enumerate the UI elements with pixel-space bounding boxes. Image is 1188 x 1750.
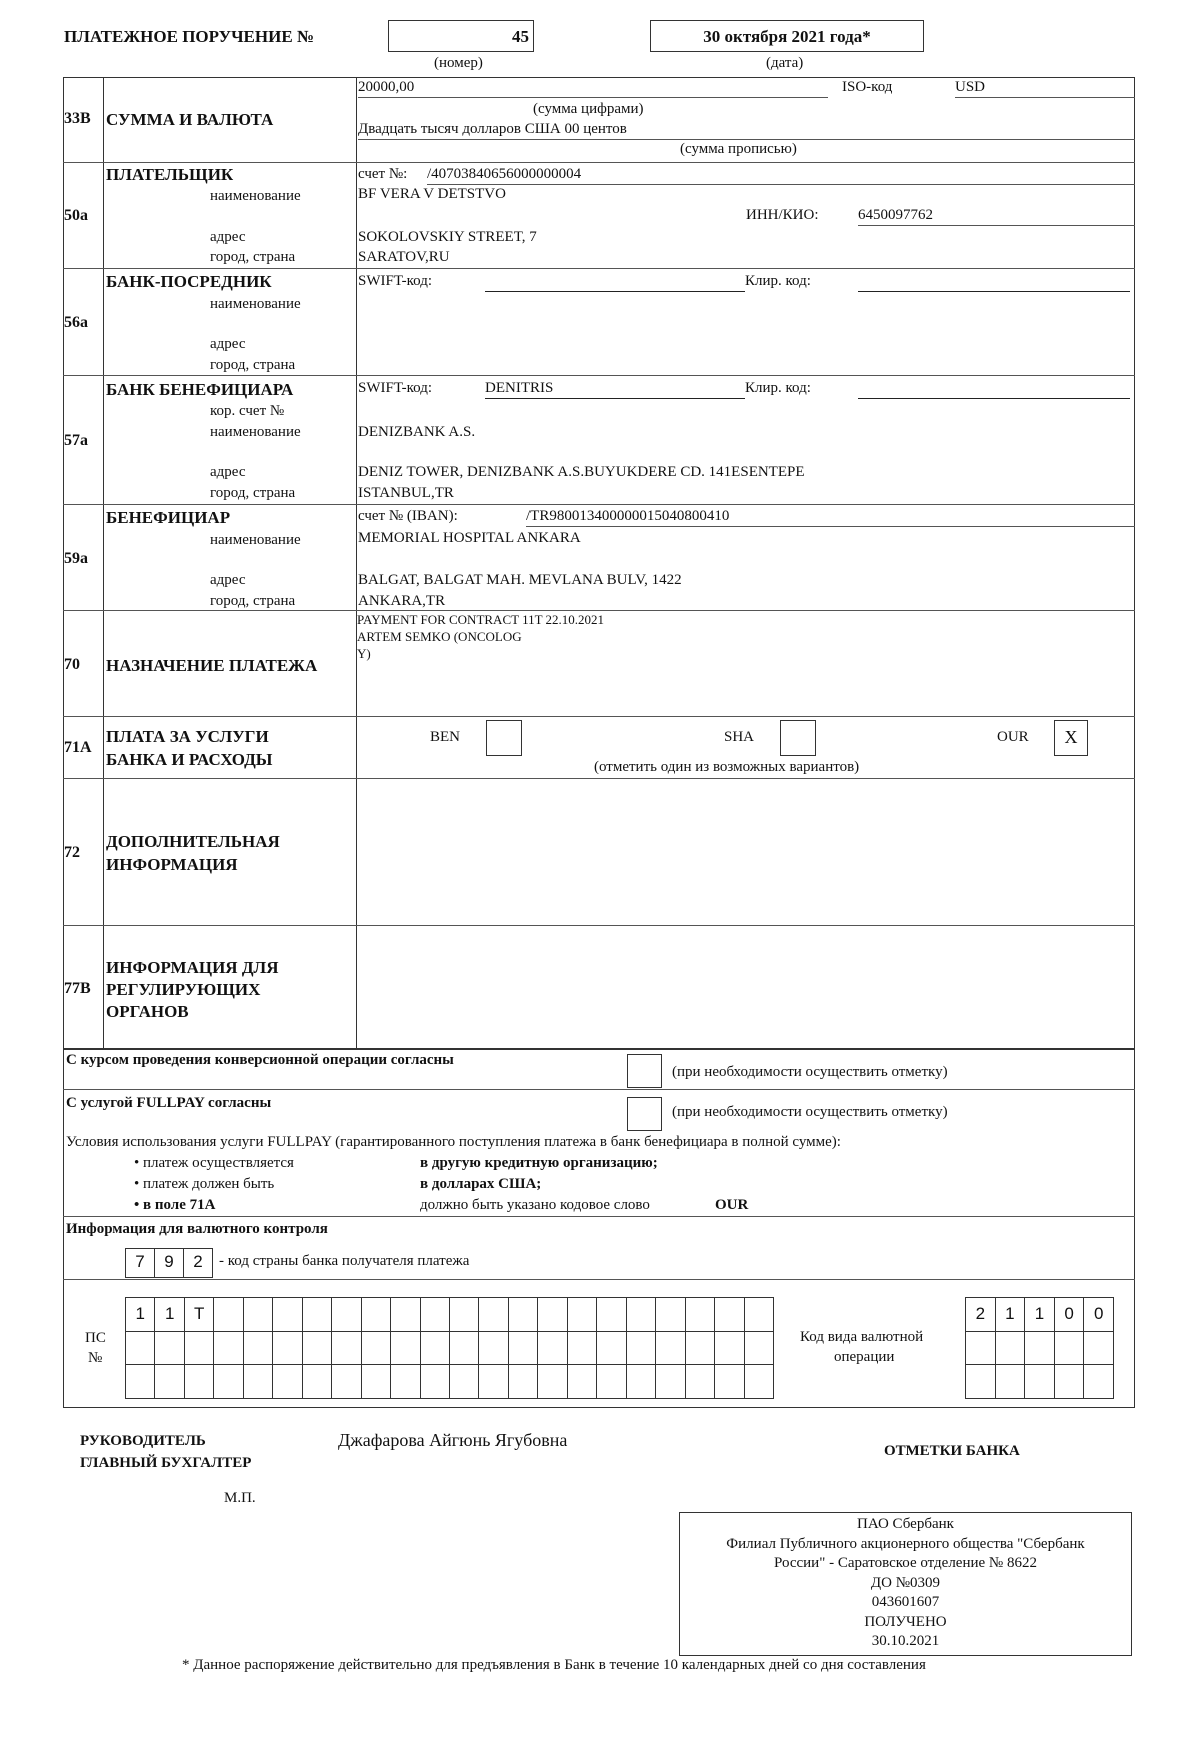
ps-grid-cell[interactable] (509, 1365, 538, 1399)
ps-grid-cell[interactable] (244, 1365, 273, 1399)
country-code-label: - код страны банка получателя платежа (219, 1253, 470, 1269)
ps-label: ПС (85, 1330, 106, 1346)
fullpay-bullet-label: • платеж осуществляется (134, 1155, 294, 1171)
ps-grid-cell[interactable] (391, 1365, 420, 1399)
amount-digits[interactable]: 20000,00 (358, 79, 415, 95)
operation-code-cell[interactable] (1025, 1332, 1055, 1366)
ps-grid-cell[interactable] (479, 1298, 508, 1332)
beneficiary-city[interactable]: ANKARA,TR (358, 593, 446, 609)
ps-grid-cell[interactable] (126, 1365, 155, 1399)
operation-code-label: операции (834, 1349, 895, 1365)
bene-bank-address[interactable]: DENIZ TOWER, DENIZBANK A.S.BUYUKDERE CD. 141ESENTEPE (358, 464, 805, 480)
order-date-field[interactable] (650, 20, 924, 52)
conversion-consent-label: С курсом проведения конверсионной операции согласны (66, 1052, 454, 1068)
ps-grid-cell[interactable] (568, 1332, 597, 1366)
purpose-line: ARTEM SEMKO (ONCOLOG (357, 629, 522, 644)
ps-grid-cell[interactable] (479, 1365, 508, 1399)
country-code-digit[interactable]: 7 (125, 1248, 155, 1278)
payer-address[interactable]: SOKOLOVSKIY STREET, 7 (358, 229, 537, 245)
ps-grid-cell[interactable] (538, 1365, 567, 1399)
operation-code-cell[interactable] (1025, 1365, 1055, 1399)
ps-grid-cell[interactable] (214, 1298, 243, 1332)
ps-grid-cell[interactable] (715, 1332, 744, 1366)
ps-grid-cell[interactable] (627, 1298, 656, 1332)
section-71a-title: ПЛАТА ЗА УСЛУГИ (106, 727, 269, 746)
amount-words[interactable]: Двадцать тысяч долларов США 00 центов (358, 121, 627, 137)
ps-grid-cell[interactable] (155, 1365, 184, 1399)
fullpay-bullet-value: в долларах США; (420, 1176, 542, 1192)
section-56a-code: 56a (64, 314, 88, 331)
section-77b-code: 77B (64, 980, 91, 997)
bene-bank-name-label: наименование (210, 424, 301, 440)
ps-grid-cell[interactable] (214, 1365, 243, 1399)
stamp-line: ПОЛУЧЕНО (864, 1613, 947, 1630)
intermediary-clear-label: Клир. код: (745, 273, 811, 289)
ps-grid-cell[interactable] (597, 1365, 626, 1399)
bene-bank-swift[interactable]: DENITRIS (485, 380, 554, 396)
ps-grid-cell[interactable] (303, 1365, 332, 1399)
title-column-divider (356, 77, 357, 1049)
signer-name: Джафарова Айгюнь Ягубовна (338, 1430, 568, 1450)
date-caption: (дата) (766, 55, 804, 71)
bene-bank-clear-label: Клир. код: (745, 380, 811, 396)
section-59a-title: БЕНЕФИЦИАР (106, 508, 231, 527)
regulatory-info-field[interactable] (360, 929, 1130, 1045)
ps-grid-cell[interactable] (214, 1332, 243, 1366)
payer-name-label: наименование (210, 188, 301, 204)
iso-code-value[interactable]: USD (955, 79, 986, 95)
ps-label: № (88, 1350, 103, 1366)
section-77b-title: ОРГАНОВ (106, 1002, 189, 1021)
ps-grid-cell[interactable] (126, 1332, 155, 1366)
intermediary-clear-field[interactable] (858, 291, 1130, 292)
ps-grid-cell[interactable] (479, 1332, 508, 1366)
additional-info-field[interactable] (360, 782, 1130, 922)
section-33b-title: СУММА И ВАЛЮТА (106, 110, 274, 129)
payer-city-label: город, страна (210, 249, 296, 265)
operation-code-cell[interactable] (1055, 1332, 1085, 1366)
head-label: РУКОВОДИТЕЛЬ (80, 1433, 206, 1449)
ps-grid-cell[interactable] (450, 1298, 479, 1332)
beneficiary-city-label: город, страна (210, 593, 296, 609)
bene-bank-corr-label: кор. счет № (210, 403, 285, 419)
intermediary-city-label: город, страна (210, 357, 296, 373)
operation-code-cell[interactable]: 1 (996, 1298, 1026, 1332)
fullpay-consent-label: С услугой FULLPAY согласны (66, 1095, 272, 1111)
ps-grid-cell[interactable] (597, 1332, 626, 1366)
ps-grid-cell[interactable] (745, 1365, 774, 1399)
ps-grid-cell[interactable] (538, 1298, 567, 1332)
stamp-place-label: М.П. (224, 1490, 256, 1506)
section-56a-title: БАНК-ПОСРЕДНИК (106, 272, 272, 291)
charges-caption: (отметить один из возможных вариантов) (594, 759, 860, 775)
beneficiary-name[interactable]: MEMORIAL HOSPITAL ANKARA (358, 530, 581, 546)
ps-grid-cell[interactable] (244, 1298, 273, 1332)
section-50a-title: ПЛАТЕЛЬЩИК (106, 165, 234, 184)
section-72-title: ДОПОЛНИТЕЛЬНАЯ (106, 832, 280, 851)
iso-code-label: ISO-код (842, 79, 893, 95)
fullpay-conditions: Условия использования услуги FULLPAY (гарантированного поступления платежа в банк бенефициара в полной сумме): (66, 1134, 841, 1150)
fullpay-bullet-label: • в поле 71А (134, 1197, 216, 1213)
operation-code-cell[interactable]: 1 (1025, 1298, 1055, 1332)
payer-city[interactable]: SARATOV,RU (358, 249, 450, 265)
operation-code-cell[interactable]: 0 (1084, 1298, 1114, 1332)
section-77b-title: ИНФОРМАЦИЯ ДЛЯ (106, 958, 279, 977)
ps-grid-cell[interactable] (303, 1298, 332, 1332)
ps-grid-cell[interactable] (273, 1365, 302, 1399)
ps-grid-cell[interactable] (656, 1365, 685, 1399)
ps-grid-cell[interactable] (568, 1298, 597, 1332)
section-57a-title: БАНК БЕНЕФИЦИАРА (106, 380, 294, 399)
ps-grid-cell[interactable] (303, 1332, 332, 1366)
ps-grid-cell[interactable] (273, 1298, 302, 1332)
operation-code-cell[interactable]: 2 (966, 1298, 996, 1332)
ps-grid-cell[interactable] (421, 1365, 450, 1399)
ps-grid-cell[interactable] (185, 1332, 214, 1366)
beneficiary-address[interactable]: BALGAT, BALGAT MAH. MEVLANA BULV, 1422 (358, 572, 682, 588)
ps-grid-cell[interactable] (332, 1365, 361, 1399)
section-72-code: 72 (64, 844, 80, 861)
charges-our-label: OUR (997, 729, 1029, 745)
section-33b-code: 33B (64, 110, 91, 127)
bank-stamp (679, 1512, 1132, 1656)
footnote: * Данное распоряжение действительно для предъявления в Банк в течение 10 календарных дней со дня составления (182, 1657, 926, 1673)
stamp-line: России" - Саратовское отделение № 8622 (773, 1555, 1037, 1571)
document-title: ПЛАТЕЖНОЕ ПОРУЧЕНИЕ № (64, 27, 315, 46)
operation-code-label: Код вида валютной (800, 1329, 924, 1345)
operation-code-cell[interactable] (996, 1365, 1026, 1399)
bene-bank-name[interactable]: DENIZBANK A.S. (358, 424, 476, 440)
section-71a-title: БАНКА И РАСХОДЫ (106, 750, 273, 769)
bank-marks-label: ОТМЕТКИ БАНКА (884, 1443, 1020, 1459)
ps-grid-cell[interactable] (686, 1298, 715, 1332)
bene-bank-address-label: адрес (210, 464, 246, 480)
order-number: 45 (512, 27, 529, 46)
ps-grid-cell[interactable] (509, 1332, 538, 1366)
operation-code-cell[interactable] (1084, 1365, 1114, 1399)
operation-code-cell[interactable] (996, 1332, 1026, 1366)
fullpay-consent-note: (при необходимости осуществить отметку) (672, 1104, 948, 1120)
ps-grid-cell[interactable] (745, 1298, 774, 1332)
ps-grid-cell[interactable] (155, 1332, 184, 1366)
fullpay-code-word: OUR (715, 1197, 749, 1213)
charges-sha-checkbox[interactable] (780, 720, 816, 756)
operation-code-cell[interactable] (1055, 1365, 1085, 1399)
ps-grid-cell[interactable] (362, 1332, 391, 1366)
ps-grid-cell[interactable] (421, 1332, 450, 1366)
ps-grid-cell[interactable] (656, 1332, 685, 1366)
ps-grid-cell[interactable] (597, 1298, 626, 1332)
charges-sha-label: SHA (724, 729, 755, 745)
fullpay-bullet-label: • платеж должен быть (134, 1176, 275, 1192)
ps-grid-cell[interactable] (656, 1298, 685, 1332)
section-71a-code: 71A (64, 739, 92, 756)
purpose-line: Y) (357, 646, 371, 661)
bene-bank-clear-field[interactable] (858, 398, 1130, 399)
country-code-digit[interactable]: 2 (183, 1248, 213, 1278)
operation-code-cell[interactable] (966, 1332, 996, 1366)
ps-grid-cell[interactable] (538, 1332, 567, 1366)
ps-grid-cell[interactable] (568, 1365, 597, 1399)
section-70-title: НАЗНАЧЕНИЕ ПЛАТЕЖА (106, 656, 318, 675)
payer-account-label: счет №: (358, 166, 408, 182)
operation-code-grid[interactable] (965, 1297, 1114, 1399)
ps-grid-cell[interactable] (509, 1298, 538, 1332)
order-date: 30 октября 2021 года* (703, 27, 871, 46)
ps-grid-cell[interactable] (627, 1332, 656, 1366)
number-caption: (номер) (434, 55, 483, 71)
code-column-divider (103, 77, 104, 1049)
charges-ben-checkbox[interactable] (486, 720, 522, 756)
intermediary-address-label: адрес (210, 336, 246, 352)
beneficiary-address-label: адрес (210, 572, 246, 588)
fullpay-bullet-value: должно быть указано кодовое слово (420, 1197, 650, 1213)
section-50a-code: 50a (64, 207, 88, 224)
intermediary-name-label: наименование (210, 296, 301, 312)
country-code-digit[interactable]: 9 (154, 1248, 184, 1278)
ps-number-grid[interactable] (125, 1297, 774, 1399)
operation-code-cell[interactable] (966, 1365, 996, 1399)
ps-grid-cell[interactable] (627, 1365, 656, 1399)
inn-label: ИНН/КИО: (746, 207, 819, 223)
beneficiary-iban[interactable]: /TR980013400000015040800410 (526, 508, 730, 524)
conversion-consent-checkbox[interactable] (627, 1054, 662, 1088)
ps-grid-cell[interactable] (391, 1298, 420, 1332)
ps-grid-cell[interactable] (421, 1298, 450, 1332)
ps-grid-cell[interactable] (391, 1332, 420, 1366)
payer-name[interactable]: BF VERA V DETSTVO (358, 186, 506, 202)
ps-grid-cell[interactable] (745, 1332, 774, 1366)
stamp-line: ПАО Сбербанк (857, 1516, 954, 1532)
bene-bank-swift-label: SWIFT-код: (358, 380, 433, 396)
iban-label: счет № (IBAN): (358, 508, 458, 524)
ps-grid-cell[interactable] (332, 1332, 361, 1366)
purpose-line: PAYMENT FOR CONTRACT 11T 22.10.2021 (357, 612, 605, 627)
ps-grid-cell[interactable] (686, 1365, 715, 1399)
ps-grid-cell[interactable] (715, 1365, 744, 1399)
ps-grid-cell[interactable] (332, 1298, 361, 1332)
fullpay-bullet-value: в другую кредитную организацию; (420, 1155, 658, 1171)
charges-our-checkbox[interactable]: X (1054, 720, 1088, 756)
stamp-line: ДО №0309 (870, 1574, 941, 1591)
inn-value[interactable]: 6450097762 (858, 207, 933, 223)
stamp-line: 30.10.2021 (871, 1633, 940, 1649)
payer-address-label: адрес (210, 229, 246, 245)
ps-grid-cell[interactable] (362, 1298, 391, 1332)
charges-ben-label: BEN (430, 729, 460, 745)
payer-account[interactable]: /40703840656000000004 (427, 166, 582, 182)
amount-words-caption: (сумма прописью) (680, 141, 797, 157)
stamp-line: 043601607 (871, 1594, 940, 1610)
ps-grid-cell[interactable]: 1 (155, 1298, 184, 1332)
operation-code-cell[interactable]: 0 (1055, 1298, 1085, 1332)
amount-digits-caption: (сумма цифрами) (533, 101, 644, 117)
currency-control-title: Информация для валютного контроля (66, 1221, 328, 1237)
ps-grid-cell[interactable] (362, 1365, 391, 1399)
section-59a-code: 59a (64, 550, 88, 567)
ps-grid-cell[interactable] (244, 1332, 273, 1366)
beneficiary-name-label: наименование (210, 532, 301, 548)
section-57a-code: 57a (64, 432, 88, 449)
ps-grid-cell[interactable]: 1 (126, 1298, 155, 1332)
ps-grid-cell[interactable] (450, 1332, 479, 1366)
fullpay-consent-checkbox[interactable] (627, 1097, 662, 1131)
operation-code-cell[interactable] (1084, 1332, 1114, 1366)
order-number-field[interactable] (388, 20, 534, 52)
bene-bank-city-label: город, страна (210, 485, 296, 501)
section-72-title: ИНФОРМАЦИЯ (106, 855, 238, 874)
ps-grid-cell[interactable] (715, 1298, 744, 1332)
section-70-code: 70 (64, 656, 80, 673)
ps-grid-cell[interactable] (185, 1365, 214, 1399)
ps-grid-cell[interactable] (450, 1365, 479, 1399)
intermediary-swift-label: SWIFT-код: (358, 273, 433, 289)
ps-grid-cell[interactable] (273, 1332, 302, 1366)
ps-grid-cell[interactable]: T (185, 1298, 214, 1332)
chief-accountant-label: ГЛАВНЫЙ БУХГАЛТЕР (80, 1455, 252, 1471)
section-77b-title: РЕГУЛИРУЮЩИХ (106, 980, 261, 999)
bene-bank-city[interactable]: ISTANBUL,TR (358, 485, 454, 501)
ps-grid-cell[interactable] (686, 1332, 715, 1366)
conversion-consent-note: (при необходимости осуществить отметку) (672, 1064, 948, 1080)
stamp-line: Филиал Публичного акционерного общества "Сбербанк (726, 1535, 1085, 1552)
